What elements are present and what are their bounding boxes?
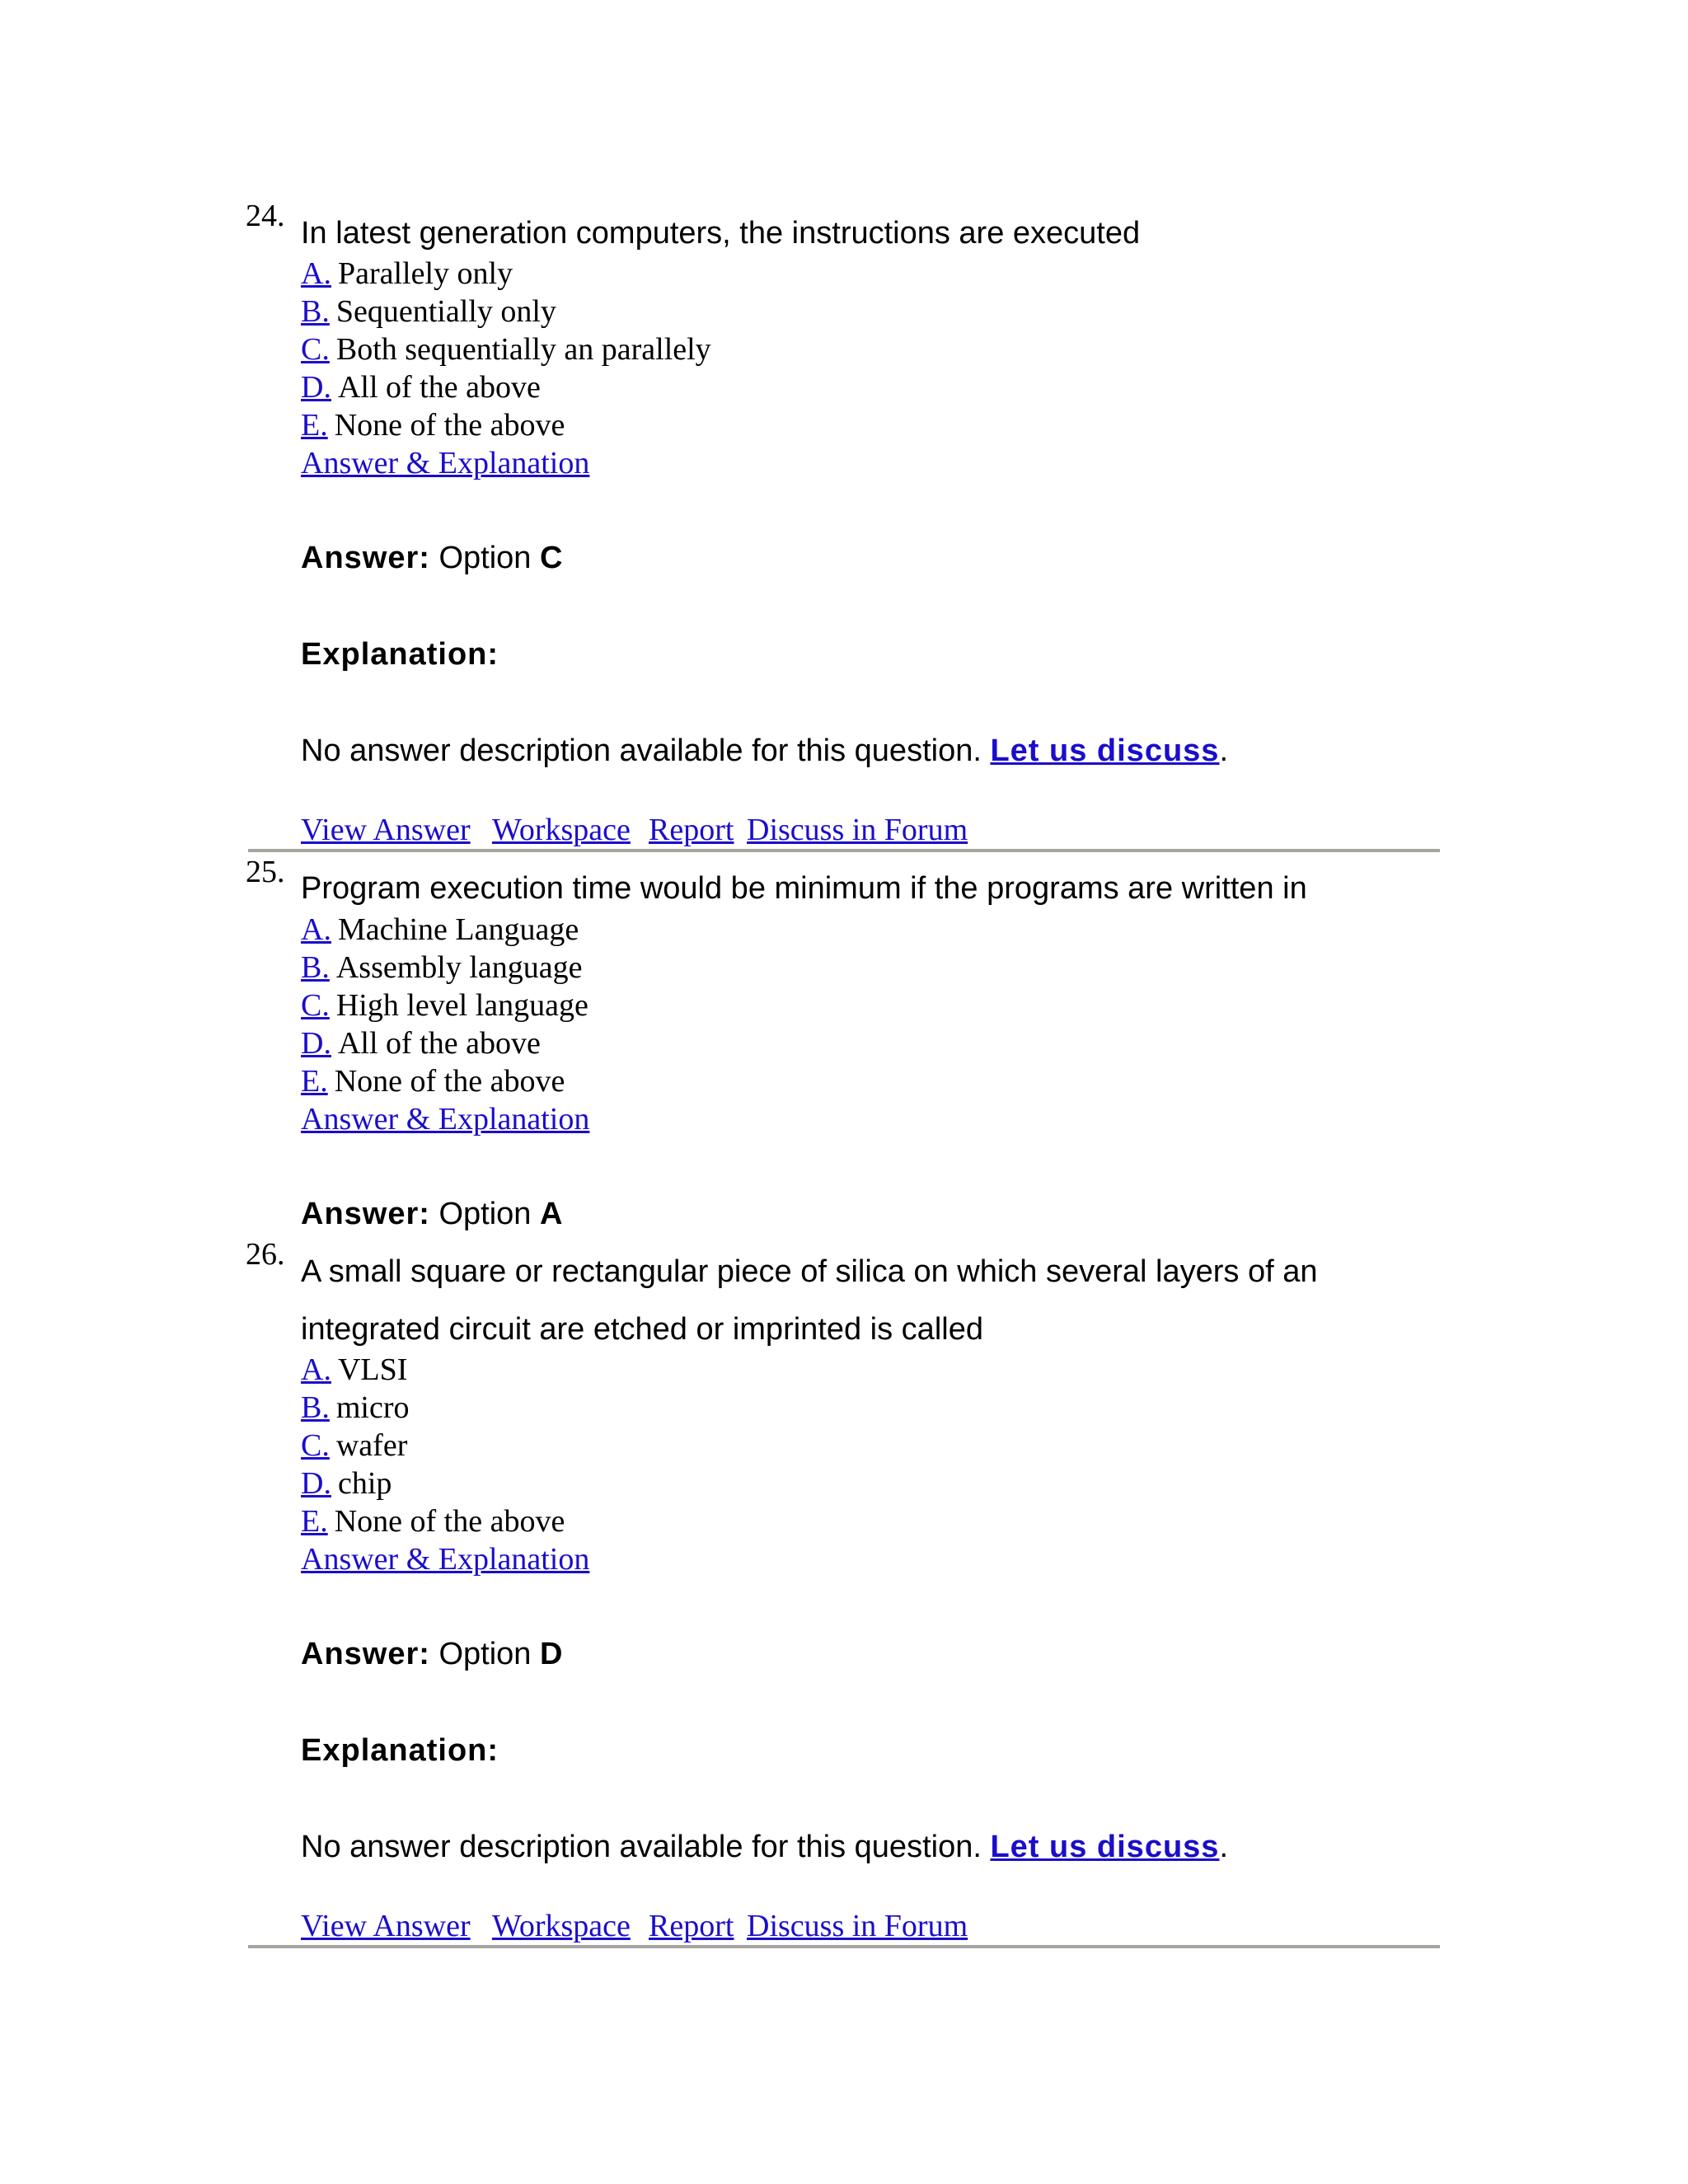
option-d[interactable] (301, 369, 541, 405)
option-e[interactable] (301, 407, 565, 443)
option-letter[interactable]: A. (301, 912, 331, 947)
option-text: All of the above (337, 370, 541, 405)
explanation-line: No answer description available for this question. Let us discuss. (301, 733, 1228, 768)
question-text-line-2: integrated circuit are etched or imprinted is called (301, 1312, 983, 1347)
answer-label: Answer: (301, 541, 430, 575)
option-d[interactable] (301, 1465, 392, 1502)
report-link[interactable]: Report (649, 1909, 734, 1943)
option-text: chip (337, 1466, 392, 1501)
option-c[interactable] (301, 987, 588, 1024)
answer-label: Answer: (301, 1197, 430, 1231)
option-letter[interactable]: E. (301, 1504, 328, 1539)
option-letter[interactable]: C. (301, 1428, 330, 1463)
option-b[interactable] (301, 949, 583, 986)
option-letter[interactable]: D. (301, 1026, 331, 1061)
option-letter[interactable]: A. (301, 256, 331, 291)
workspace-link[interactable]: Workspace (492, 813, 631, 847)
separator (248, 1945, 1440, 1948)
explanation-text: No answer description available for this question. (301, 1830, 982, 1864)
option-c[interactable] (301, 331, 711, 368)
option-letter[interactable]: C. (301, 988, 330, 1023)
answer-line (301, 1197, 562, 1232)
option-letter[interactable]: E. (301, 1064, 328, 1099)
option-text: micro (335, 1390, 410, 1425)
question-text: Program execution time would be minimum if the programs are written in (301, 871, 1307, 906)
answer-prefix: Option (438, 1197, 532, 1231)
explanation-label: Explanation: (301, 637, 499, 672)
option-text: Parallely only (337, 256, 513, 291)
answer-prefix: Option (438, 541, 532, 575)
answer-value: C (540, 541, 563, 575)
discuss-in-forum-link[interactable]: Discuss in Forum (747, 1909, 968, 1943)
option-a[interactable] (301, 1352, 407, 1388)
question-number: 25. (246, 855, 285, 889)
let-us-discuss-link[interactable]: Let us discuss (990, 733, 1220, 768)
let-us-discuss-link[interactable]: Let us discuss (990, 1830, 1220, 1864)
answer-line (301, 1637, 562, 1672)
option-letter[interactable]: D. (301, 1466, 331, 1501)
explanation-text: No answer description available for this question. (301, 733, 982, 768)
option-b[interactable] (301, 293, 556, 330)
option-text: wafer (335, 1428, 408, 1463)
option-e[interactable] (301, 1063, 565, 1099)
option-e[interactable] (301, 1503, 565, 1540)
option-a[interactable] (301, 912, 579, 948)
option-letter[interactable]: A. (301, 1352, 331, 1387)
option-b[interactable] (301, 1390, 410, 1426)
option-text: Assembly language (335, 950, 583, 985)
question-number: 26. (246, 1237, 285, 1272)
workspace-link[interactable]: Workspace (492, 1909, 631, 1943)
answer-explanation-link[interactable]: Answer & Explanation (301, 1102, 590, 1137)
option-text: All of the above (337, 1026, 541, 1061)
option-text: VLSI (337, 1352, 408, 1387)
option-d[interactable] (301, 1025, 541, 1062)
option-text: None of the above (334, 408, 565, 443)
option-letter[interactable]: B. (301, 294, 330, 329)
option-letter[interactable]: E. (301, 408, 328, 443)
explanation-line: No answer description available for this question. Let us discuss. (301, 1830, 1228, 1864)
report-link[interactable]: Report (649, 813, 734, 847)
question-text-line-1: A small square or rectangular piece of silica on which several layers of an (301, 1254, 1318, 1289)
option-a[interactable] (301, 255, 513, 292)
option-letter[interactable]: B. (301, 1390, 330, 1425)
answer-value: A (540, 1197, 563, 1231)
discuss-in-forum-link[interactable]: Discuss in Forum (747, 813, 968, 847)
question-number: 24. (246, 199, 285, 233)
view-answer-link[interactable]: View Answer (301, 1909, 471, 1943)
answer-value: D (540, 1637, 563, 1671)
explanation-label: Explanation: (301, 1733, 499, 1768)
view-answer-link[interactable]: View Answer (301, 813, 471, 847)
answer-explanation-link[interactable]: Answer & Explanation (301, 1542, 590, 1577)
question-text: In latest generation computers, the instructions are executed (301, 216, 1141, 251)
option-letter[interactable]: B. (301, 950, 330, 985)
option-text: None of the above (334, 1064, 565, 1099)
separator (248, 849, 1440, 852)
option-letter[interactable]: C. (301, 332, 330, 367)
option-text: Both sequentially an parallely (335, 332, 711, 367)
answer-label: Answer: (301, 1637, 430, 1671)
option-text: Sequentially only (335, 294, 556, 329)
option-text: None of the above (334, 1504, 565, 1539)
option-letter[interactable]: D. (301, 370, 331, 405)
option-text: High level language (335, 988, 588, 1023)
answer-prefix: Option (438, 1637, 532, 1671)
answer-line (301, 541, 562, 576)
answer-explanation-link[interactable]: Answer & Explanation (301, 446, 590, 480)
option-c[interactable] (301, 1427, 407, 1464)
option-text: Machine Language (337, 912, 579, 947)
